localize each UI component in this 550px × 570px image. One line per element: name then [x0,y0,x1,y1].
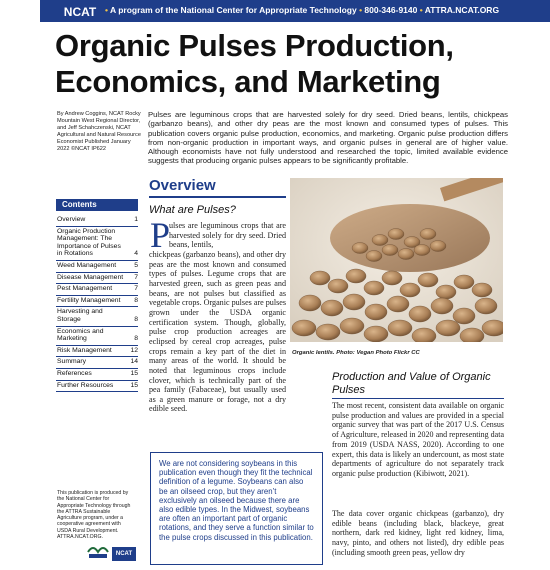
photo-caption: Organic lentils. Photo: Vegan Photo Flickr CC [292,350,420,356]
intro-text: Pulses are leguminous crops that are harvested solely for dry seed. Dried beans, lentils, chickpeas (garbanzo beans), and other dry peas are the most known and consumed types of pulses. This publication covers organic pulse production, economics, and marketing. Organic pulse production differs from non-organic production in important ways, and organic pulses in general are of higher value. Although economists have not fully understood and researched the topic, limited available evidence suggests that producing organic pulses appears to be significantly profitable. [148,110,508,166]
overview-para-first: ulses are leguminous crops that are harvested solely for dry seed. Dried beans, lentils, [169,221,286,250]
ncat-logo: NCAT [57,0,103,22]
toc-item-summary[interactable]: Summary 14 [56,357,138,369]
toc-item-organic-production[interactable]: Organic Production Management: The Importance of Pulses in Rotations 4 [56,227,138,261]
toc-item-harvesting-storage[interactable]: Harvesting and Storage 8 [56,307,138,326]
production-paragraph-1: The most recent, consistent data available on organic pulse production and values are provided in a special organic survey that was part of the 2017 U.S. Census of Agriculture, released in 2020 and representing data from 2019 (USDA NASS, 2020). According to one expert, this data is likely an undercount, as most state departments of agriculture do not separately track organic pulse production (Kibiwott, 2021). [332,401,504,478]
overview-paragraph [149,215,286,414]
produced-by-note: This publication is produced by the National Center for Appropriate Technology through the ATTRA Sustainable Agriculture program, under a cooperative agreement with USDA Rural Development. ATTRA.NCAT.ORG. [57,490,131,541]
header-tagline-line: • A program of the National Center for Appropriate Technology • 800-346-9140 • ATTRA.NCAT.ORG [105,5,500,15]
toc-item-references[interactable]: References 15 [56,369,138,381]
header-phone: 800-346-9140 [364,5,418,15]
production-value-heading: Production and Value of Organic Pulses [332,371,491,396]
page-title: Organic Pulses Production, Economics, and Marketing [55,28,454,99]
toc-item-disease-management[interactable]: Disease Management 7 [56,273,138,285]
contents-header: Contents [56,199,138,211]
table-of-contents [56,215,138,392]
toc-item-overview[interactable]: Overview 1 [56,215,138,227]
byline: By Andrew Coggins, NCAT Rocky Mountain West Regional Director, and Jeff Schahczenski, NCAT Agricultural and Natural Resource Economist Published January 2022 ©NCAT IP622 [57,111,141,153]
overview-divider [149,196,286,198]
toc-item-further-resources[interactable]: Further Resources 15 [56,381,138,393]
toc-item-pest-management[interactable]: Pest Management 7 [56,284,138,296]
header-website[interactable]: ATTRA.NCAT.ORG [424,5,500,15]
lentils-photo [290,178,503,342]
production-paragraph-2: The data cover organic chickpeas (garbanzo), dry edible beans (including black, blackeye, great northern, dark red kidney, light red kidney, lima, navy, pinto, and others not listed), dry edible peas (including smooth green peas, yellow dry [332,509,504,557]
soybean-callout-box [150,452,323,565]
toc-item-economics-marketing[interactable]: Economics and Marketing 8 [56,327,138,346]
production-divider [332,398,504,399]
intro-paragraph [148,110,508,166]
toc-item-weed-management[interactable]: Weed Management 5 [56,261,138,273]
callout-text: We are not considering soybeans in this publication even though they fit the technical definition of a legume. Soybeans can also be an oilseed crop, but they aren’t exclusively an oilseed because there are also edible types. In the Midwest, soybeans are often an important part of organic rotations, and they serve a function similar to the pulse crops discussed in this publication. [159,459,314,542]
drop-cap: P [150,215,171,255]
overview-heading: Overview [149,177,216,194]
header-tagline: A program of the National Center for Appropriate Technology [110,5,357,15]
ncat-small-logo: NCAT [112,547,136,561]
toc-item-risk-management[interactable]: Risk Management 12 [56,346,138,358]
toc-item-fertility-management[interactable]: Fertility Management 8 [56,296,138,308]
overview-para-rest: chickpeas (garbanzo beans), and other dry peas are the most known and consumed types of pulses. Legume crops that are harvested green, such as green peas and beans, are not pulses but classified as vegetable crops. Organic pulses are pulses grown under the USDA organic certification system. Though, globally, pulse crop production acreages are eclipsed by cereal crop acreages, pulse crops remain a key part of the diet in many areas of the world. It should be noted that leguminous crops include clover, which is technically part of the pea family (Fabaceae), but usually used as a green manure or forage, not a dry edible seed. [149,249,286,414]
what-are-pulses-heading: What are Pulses? [149,204,236,216]
usda-logo [87,542,109,560]
